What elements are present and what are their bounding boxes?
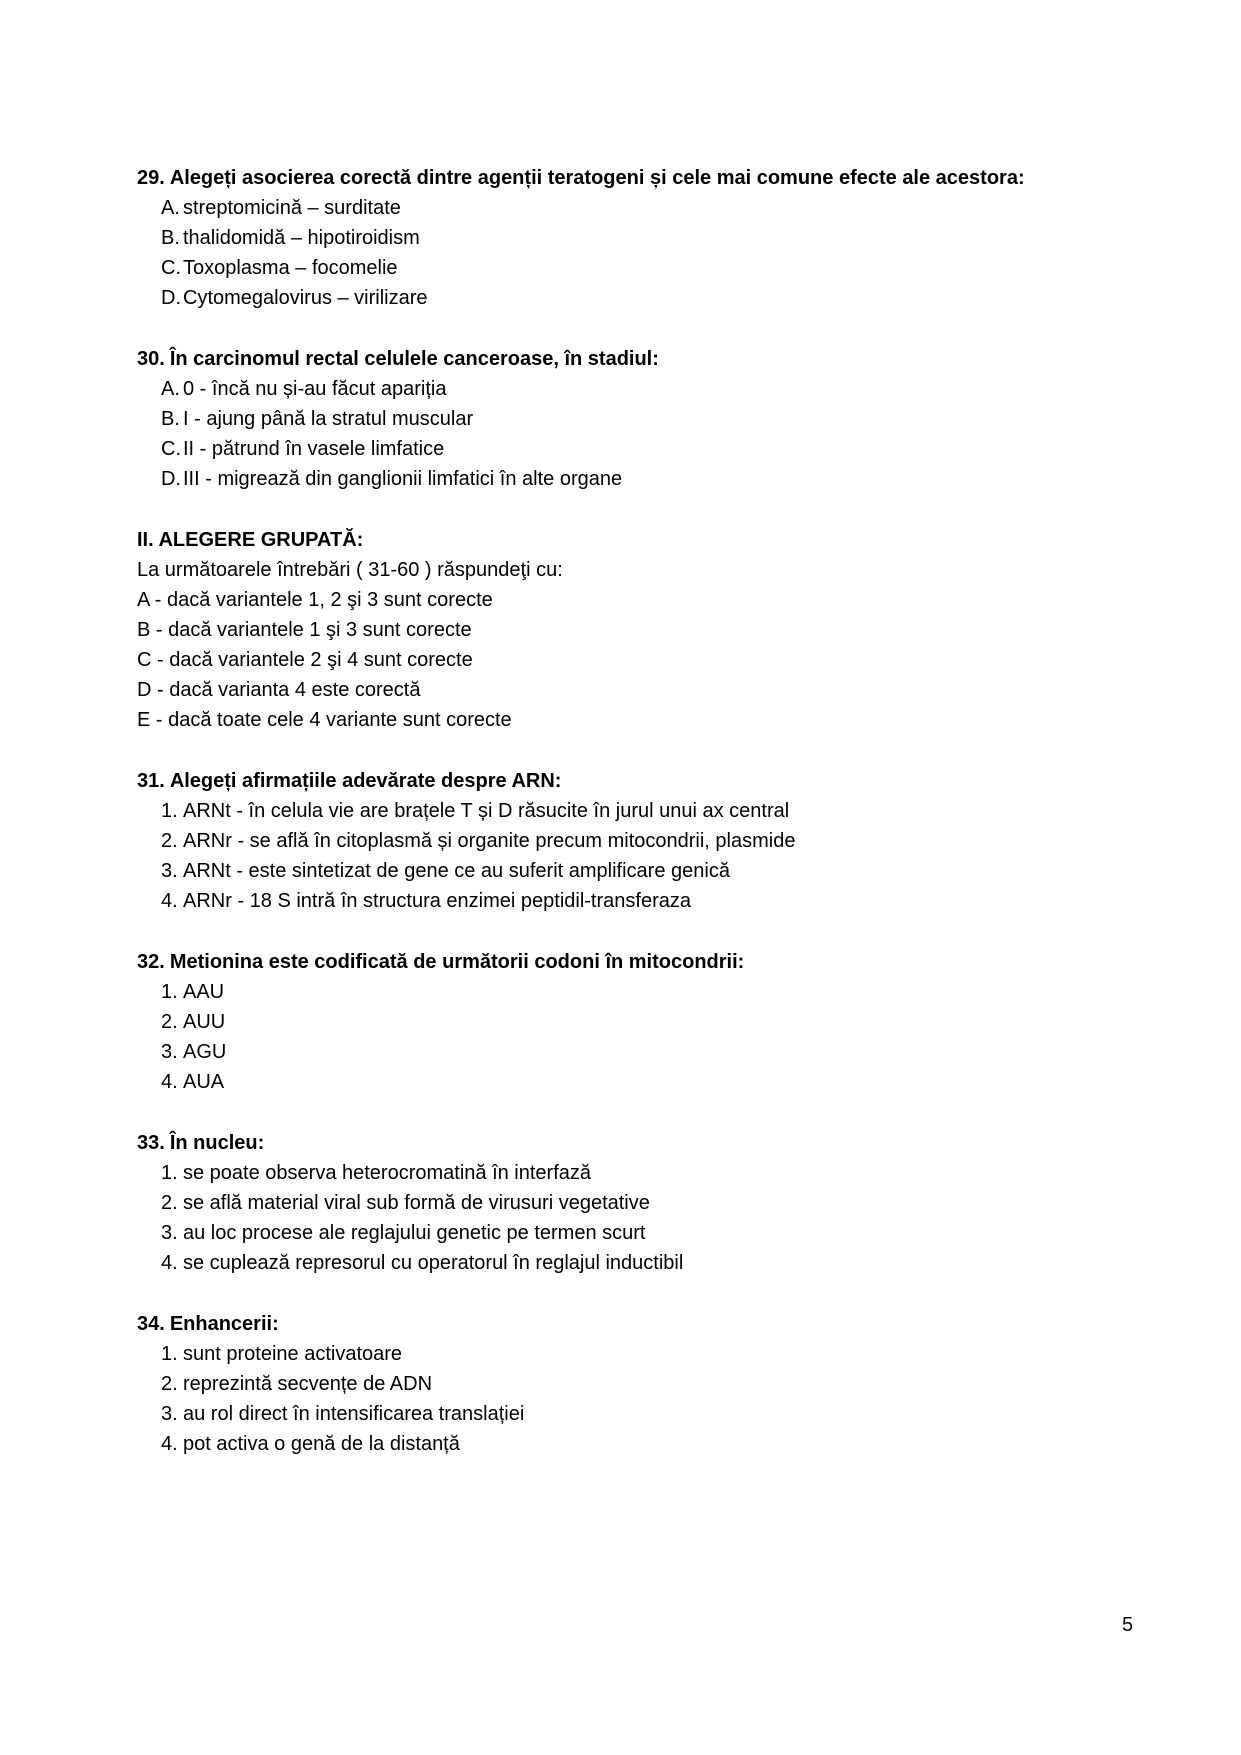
option-text: pot activa o genă de la distanță <box>183 1433 460 1455</box>
question-32-option-2 <box>137 1007 1141 1037</box>
option-label: 4. <box>161 1433 178 1455</box>
option-label: 1. <box>161 1343 178 1365</box>
option-text: I - ajung până la stratul muscular <box>183 408 474 430</box>
question-32-number: 32. <box>137 951 165 973</box>
question-32-title: Metionina este codificată de următorii codoni în mitocondrii: <box>169 951 745 973</box>
option-text: se poate observa heterocromatină în interfază <box>183 1162 592 1184</box>
option-label: A. <box>161 197 180 219</box>
question-31-option-3 <box>137 856 1141 886</box>
option-label: 3. <box>161 1222 178 1244</box>
option-label: 1. <box>161 981 178 1003</box>
option-label: 2. <box>161 830 178 852</box>
question-33 <box>137 1128 1141 1278</box>
option-label: 1. <box>161 800 178 822</box>
option-text: se află material viral sub formă de virusuri vegetative <box>183 1192 650 1214</box>
option-text: se cuplează represorul cu operatorul în reglajul inductibil <box>183 1252 684 1274</box>
option-text: Toxoplasma – focomelie <box>183 257 398 279</box>
option-label: 3. <box>161 860 178 882</box>
question-29-option-d <box>137 283 1141 313</box>
section-rule-d: D - dacă varianta 4 este corectă <box>137 679 421 701</box>
question-31-option-4 <box>137 886 1141 916</box>
question-30-option-a <box>137 374 1141 404</box>
question-31-option-1 <box>137 796 1141 826</box>
question-33-option-4 <box>137 1248 1141 1278</box>
question-31-option-2 <box>137 826 1141 856</box>
question-29-option-b <box>137 223 1141 253</box>
question-29-option-c <box>137 253 1141 283</box>
option-text: AAU <box>183 981 225 1003</box>
option-label: C. <box>161 257 181 279</box>
question-33-option-3 <box>137 1218 1141 1248</box>
section-rule-a: A - dacă variantele 1, 2 şi 3 sunt corecte <box>137 589 493 611</box>
option-text: AUA <box>183 1071 225 1093</box>
option-label: C. <box>161 438 181 460</box>
section-rule-c: C - dacă variantele 2 şi 4 sunt corecte <box>137 649 473 671</box>
question-34-option-3 <box>137 1399 1141 1429</box>
question-29-title: Alegeți asocierea corectă dintre agenții teratogeni și cele mai comune efecte ale acestora: <box>169 167 1025 189</box>
question-33-heading <box>137 1128 1141 1158</box>
option-text: ARNr - se află în citoplasmă și organite precum mitocondrii, plasmide <box>183 830 796 852</box>
question-32-option-3 <box>137 1037 1141 1067</box>
section-grouped-choice <box>137 525 1141 735</box>
question-32-option-1 <box>137 977 1141 1007</box>
option-label: 3. <box>161 1403 178 1425</box>
option-text: II - pătrund în vasele limfatice <box>183 438 445 460</box>
question-32-option-4 <box>137 1067 1141 1097</box>
page-number: 5 <box>1122 1614 1134 1636</box>
question-34-number: 34. <box>137 1313 165 1335</box>
option-text: Cytomegalovirus – virilizare <box>183 287 428 309</box>
question-34-option-1 <box>137 1339 1141 1369</box>
question-29 <box>137 163 1141 313</box>
option-label: D. <box>161 468 181 490</box>
question-30-option-b <box>137 404 1141 434</box>
question-31-title: Alegeți afirmațiile adevărate despre ARN: <box>169 770 562 792</box>
question-34 <box>137 1309 1141 1459</box>
question-33-number: 33. <box>137 1132 165 1154</box>
option-label: 4. <box>161 890 178 912</box>
option-text: streptomicină – surditate <box>183 197 401 219</box>
option-text: sunt proteine activatoare <box>183 1343 403 1365</box>
question-32 <box>137 947 1141 1097</box>
option-label: 2. <box>161 1011 178 1033</box>
question-29-number: 29. <box>137 167 165 189</box>
question-34-title: Enhancerii: <box>169 1313 279 1335</box>
section-heading: II. ALEGERE GRUPATĂ: <box>137 529 364 551</box>
question-29-option-a <box>137 193 1141 223</box>
option-label: 4. <box>161 1071 178 1093</box>
question-30 <box>137 344 1141 494</box>
question-30-option-c <box>137 434 1141 464</box>
question-34-option-4 <box>137 1429 1141 1459</box>
option-label: B. <box>161 408 180 430</box>
option-label: A. <box>161 378 180 400</box>
question-34-option-2 <box>137 1369 1141 1399</box>
question-30-heading <box>137 344 1141 374</box>
question-31-number: 31. <box>137 770 165 792</box>
option-label: D. <box>161 287 181 309</box>
question-31 <box>137 766 1141 916</box>
option-label: B. <box>161 227 180 249</box>
question-30-title: În carcinomul rectal celulele canceroase, în stadiul: <box>169 348 659 370</box>
option-label: 2. <box>161 1373 178 1395</box>
option-label: 2. <box>161 1192 178 1214</box>
question-33-title: În nucleu: <box>169 1132 265 1154</box>
option-text: III - migrează din ganglionii limfatici în alte organe <box>183 468 623 490</box>
option-text: thalidomidă – hipotiroidism <box>183 227 420 249</box>
option-label: 3. <box>161 1041 178 1063</box>
section-rule-e: E - dacă toate cele 4 variante sunt corecte <box>137 709 512 731</box>
option-text: au rol direct în intensificarea translației <box>183 1403 525 1425</box>
question-29-heading <box>137 163 1141 193</box>
option-text: ARNr - 18 S intră în structura enzimei peptidil-transferaza <box>183 890 691 912</box>
option-text: AUU <box>183 1011 226 1033</box>
question-30-number: 30. <box>137 348 165 370</box>
option-text: AGU <box>183 1041 227 1063</box>
question-30-option-d <box>137 464 1141 494</box>
option-label: 1. <box>161 1162 178 1184</box>
section-intro: La următoarele întrebări ( 31-60 ) răspundeţi cu: <box>137 559 563 581</box>
section-rule-b: B - dacă variantele 1 şi 3 sunt corecte <box>137 619 472 641</box>
question-33-option-2 <box>137 1188 1141 1218</box>
option-text: 0 - încă nu și-au făcut apariția <box>183 378 447 400</box>
option-label: 4. <box>161 1252 178 1274</box>
question-32-heading <box>137 947 1141 977</box>
question-33-option-1 <box>137 1158 1141 1188</box>
question-34-heading <box>137 1309 1141 1339</box>
option-text: reprezintă secvențe de ADN <box>183 1373 433 1395</box>
question-31-heading <box>137 766 1141 796</box>
option-text: ARNt - în celula vie are brațele T și D răsucite în jurul unui ax central <box>183 800 790 822</box>
option-text: au loc procese ale reglajului genetic pe termen scurt <box>183 1222 646 1244</box>
option-text: ARNt - este sintetizat de gene ce au suferit amplificare genică <box>183 860 730 882</box>
